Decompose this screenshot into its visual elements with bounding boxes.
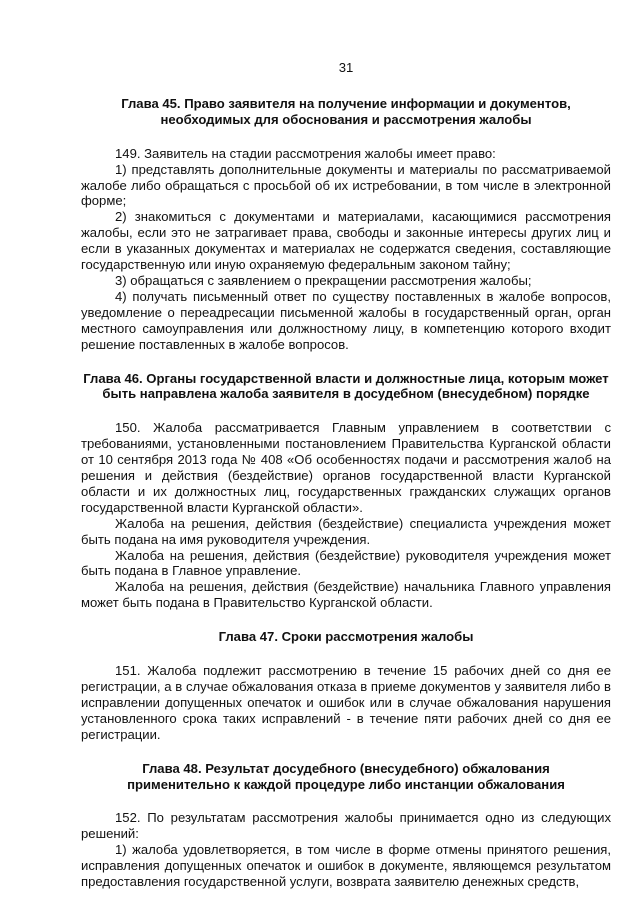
paragraph: Жалоба на решения, действия (бездействие) начальника Главного управления может быть подана в Правительство Курганской области. [81, 579, 611, 611]
chapter-48-heading: Глава 48. Результат досудебного (внесудебного) обжалования применительно к каждой процедуре либо инстанции обжалования [127, 760, 565, 792]
paragraph: 150. Жалоба рассматривается Главным управлением в соответствии с требованиями, установленными постановлением Правительства Курганской области от 10 сентября 2013 года № 408 «Об особенностях подачи и рассмотрения жалоб на решения и действия (бездействие) органов государственной власти Курганской области и их должностных лиц, государственных гражданских служащих органов государственной власти Курганской области». [81, 420, 611, 515]
paragraph: 1) жалоба удовлетворяется, в том числе в форме отмены принятого решения, исправления допущенных опечаток и ошибок в документе, являющемся результатом предоставления государственной услуги, возврата заявителю денежных средств, [81, 842, 611, 890]
chapter-47-heading: Глава 47. Сроки рассмотрения жалобы [218, 629, 474, 645]
paragraph: 149. Заявитель на стадии рассмотрения жалобы имеет право: [115, 145, 496, 161]
chapter-46-heading: Глава 46. Органы государственной власти и должностные лица, которым может быть направлена жалоба заявителя в досудебном (внесудебном) порядке [83, 370, 609, 402]
paragraph: 2) знакомиться с документами и материалами, касающимися рассмотрения жалобы, если это не затрагивает права, свободы и законные интересы других лиц и если в указанных документах и материалах не содержатся сведения, составляющие государственную или иную охраняемую федеральным законом тайну; [81, 209, 611, 273]
paragraph: 152. По результатам рассмотрения жалобы принимается одно из следующих решений: [81, 810, 611, 842]
paragraph: Жалоба на решения, действия (бездействие) руководителя учреждения может быть подана в Главное управление. [81, 547, 611, 579]
page-number: 31 [338, 60, 354, 75]
paragraph: Жалоба на решения, действия (бездействие) специалиста учреждения может быть подана на имя руководителя учреждения. [81, 515, 611, 547]
chapter-45-heading: Глава 45. Право заявителя на получение информации и документов, необходимых для обоснования и рассмотрения жалобы [121, 95, 571, 127]
document-page [81, 60, 611, 890]
paragraph: 151. Жалоба подлежит рассмотрению в течение 15 рабочих дней со дня ее регистрации, а в случае обжалования отказа в приеме документов у заявителя либо в исправлении допущенных опечаток и ошибок или в случае обжалования нарушения установленного срока таких исправлений - в течение пяти рабочих дней со дня ее регистрации. [81, 663, 611, 742]
paragraph: 4) получать письменный ответ по существу поставленных в жалобе вопросов, уведомление о переадресации письменной жалобы в государственный орган, орган местного самоуправления или должностному лицу, в компетенцию которого входит решение поставленных в жалобе вопросов. [81, 288, 611, 352]
paragraph: 1) представлять дополнительные документы и материалы по рассматриваемой жалобе либо обращаться с просьбой об их истребовании, в том числе в электронной форме; [81, 161, 611, 209]
paragraph: 3) обращаться с заявлением о прекращении рассмотрения жалобы; [115, 272, 532, 288]
